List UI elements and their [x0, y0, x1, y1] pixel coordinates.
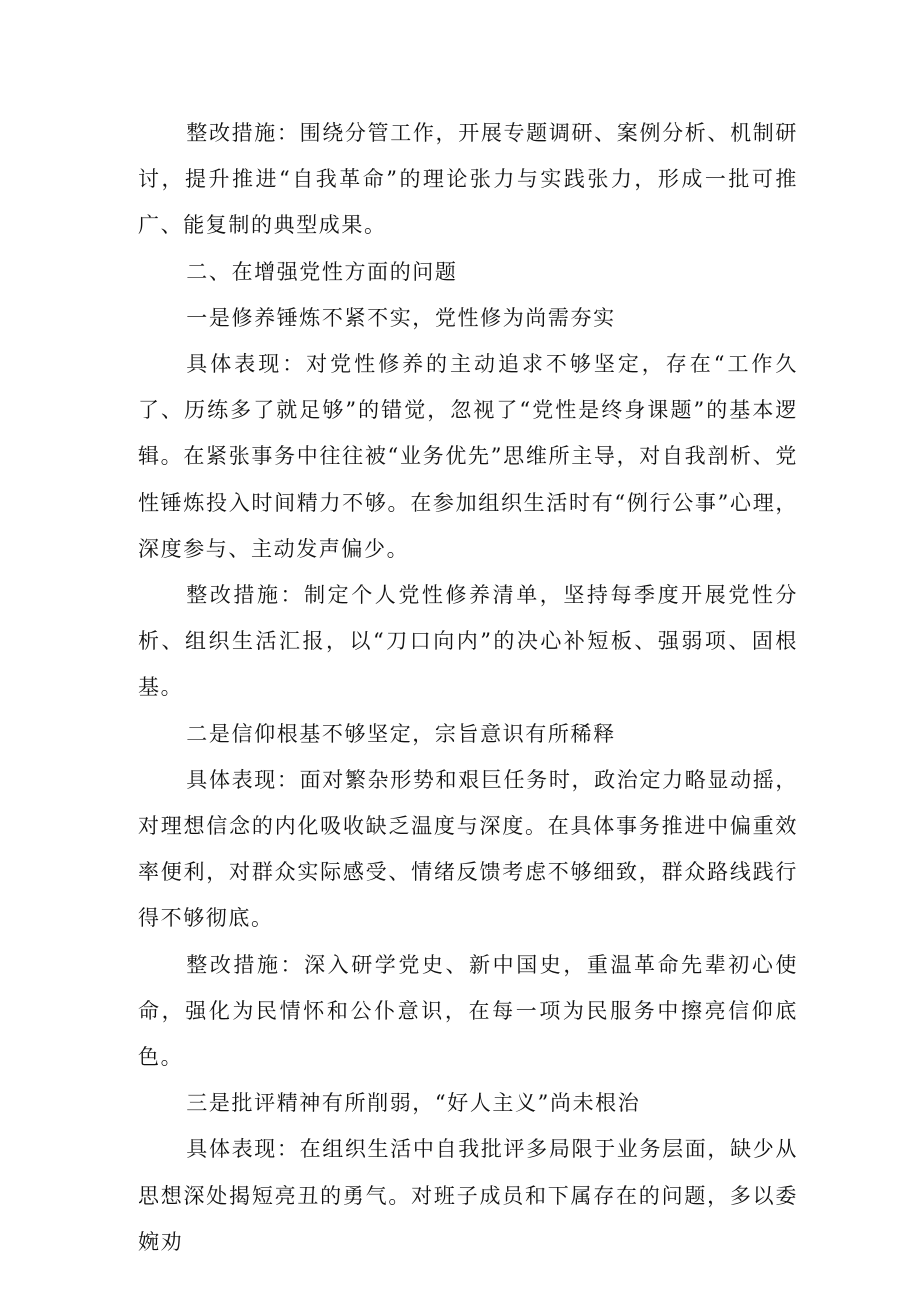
- subheading-issue-3: 三是批评精神有所削弱，“好人主义”尚未根治: [186, 1091, 641, 1116]
- paragraph-manifestation-2: 具体表现：面对繁杂形势和艰巨任务时，政治定力略显动摇，对理想信念的内化吸收缺乏温度与深度。在具体事务推进中偏重效率便利，对群众实际感受、情绪反馈考虑不够细致，群众路线践行得不够彻底。: [138, 767, 798, 931]
- paragraph-manifestation-3: 具体表现：在组织生活中自我批评多局限于业务层面，缺少从思想深处揭短亮丑的勇气。对班子成员和下属存在的问题，多以委婉劝: [138, 1137, 798, 1254]
- subheading-issue-1: 一是修养锤炼不紧不实，党性修为尚需夯实: [186, 305, 616, 330]
- subheading-issue-2: 二是信仰根基不够坚定，宗旨意识有所稀释: [186, 721, 616, 746]
- paragraph-manifestation-1: 具体表现：对党性修养的主动追求不够坚定，存在“工作久了、历练多了就足够”的错觉，忽视了“党性是终身课题”的基本逻辑。在紧张事务中往往被“业务优先”思维所主导，对自我剖析、党性锤炼投入时间精力不够。在参加组织生活时有“例行公事”心理，深度参与、主动发声偏少。: [138, 352, 798, 561]
- section-heading-party-spirit: 二、在增强党性方面的问题: [186, 259, 458, 284]
- paragraph-rectification-measures-3: 整改措施：深入研学党史、新中国史，重温革命先辈初心使命，强化为民情怀和公仆意识，在每一项为民服务中擦亮信仰底色。: [138, 952, 798, 1070]
- paragraph-rectification-measures-1: 整改措施：围绕分管工作，开展专题调研、案例分析、机制研讨，提升推进“自我革命”的理论张力与实践张力，形成一批可推广、能复制的典型成果。: [138, 121, 798, 238]
- paragraph-rectification-measures-2: 整改措施：制定个人党性修养清单，坚持每季度开展党性分析、组织生活汇报，以“刀口向内”的决心补短板、强弱项、固根基。: [138, 583, 798, 700]
- document-body: [138, 110, 798, 1265]
